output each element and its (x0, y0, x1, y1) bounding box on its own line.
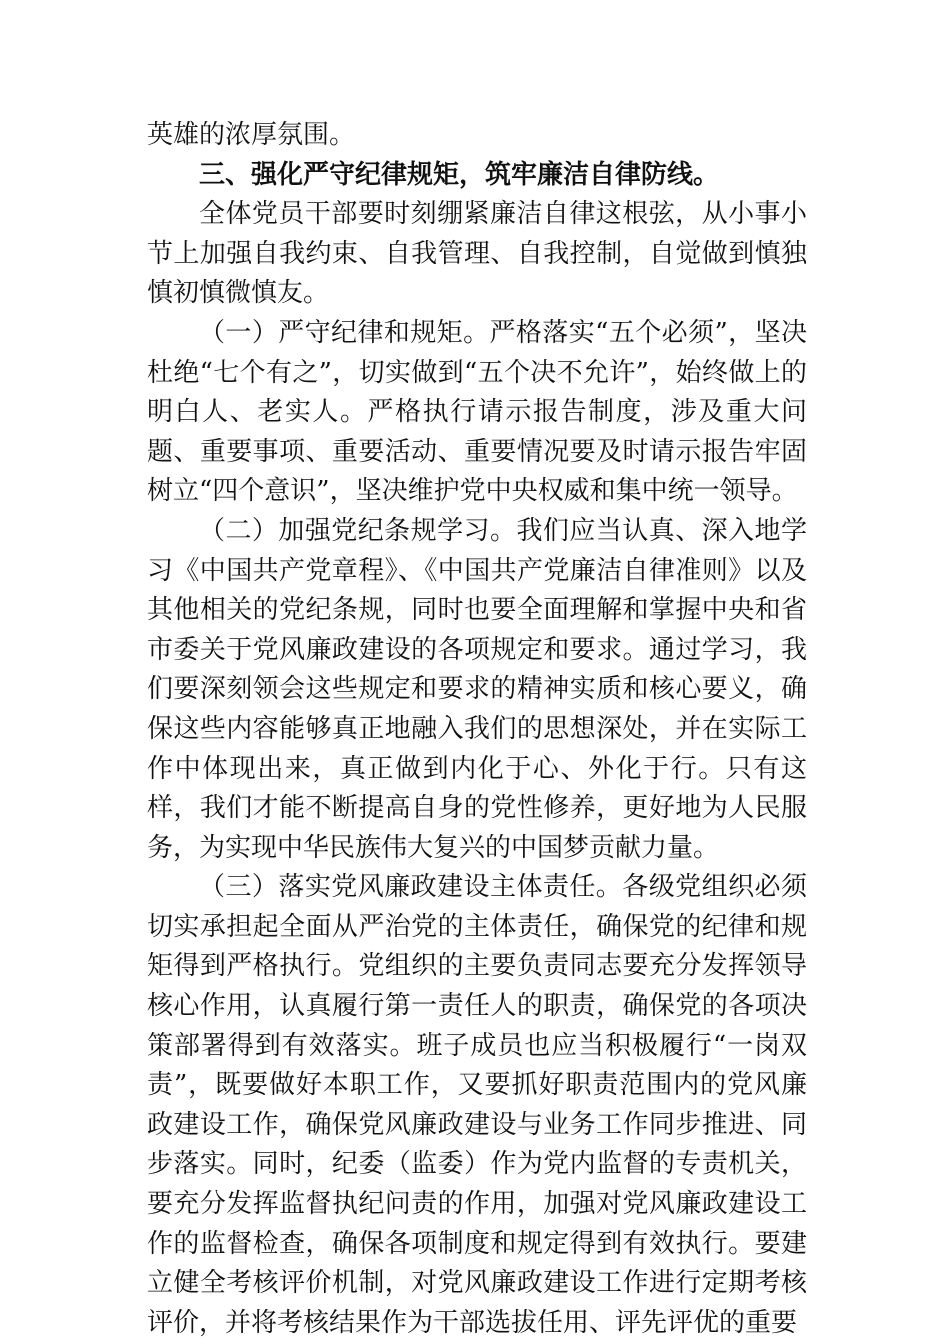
paragraph-intro-tail: 英雄的浓厚氛围。 (147, 120, 356, 150)
paragraph-item-one: （一）严守纪律和规矩。严格落实“五个必须”，坚决杜绝“七个有之”，切实做到“五个决不允许”，始终做上的明白人、老实人。严格执行请示报告制度，涉及重大问题、重要事项、重要活动、重要情况要及时请示报告牢固树立“四个意识”，坚决维护党中央权威和集中统一领导。 (147, 317, 807, 507)
document-body (147, 116, 807, 1343)
paragraph-item-three: （三）落实党风廉政建设主体责任。各级党组织必须切实承担起全面从严治党的主体责任，确保党的纪律和规矩得到严格执行。党组织的主要负责同志要充分发挥领导核心作用，认真履行第一责任人的职责，确保党的各项决策部署得到有效落实。班子成员也应当积极履行“一岗双责”，既要做好本职工作，又要抓好职责范围内的党风廉政建设工作，确保党风廉政建设与业务工作同步推进、同步落实。同时，纪委（监委）作为党内监督的专责机关，要充分发挥监督执纪问责的作用，加强对党风廉政建设工作的监督检查，确保各项制度和规定得到有效执行。要建立健全考核评价机制，对党风廉政建设工作进行定期考核评价，并将考核结果作为干部选拔任用、评先评优的重要 (147, 872, 807, 1338)
paragraph-section-intro: 全体党员干部要时刻绷紧廉洁自律这根弦，从小事小节上加强自我约束、自我管理、自我控制，自觉做到慎独慎初慎微慎友。 (147, 199, 807, 309)
section-heading: 三、强化严守纪律规矩，筑牢廉洁自律防线。 (199, 159, 720, 190)
paragraph-item-two: （二）加强党纪条规学习。我们应当认真、深入地学习《中国共产党章程》、《中国共产党廉洁自律准则》以及其他相关的党纪条规，同时也要全面理解和掌握中央和省市委关于党风廉政建设的各项规定和要求。通过学习，我们要深刻领会这些规定和要求的精神实质和核心要义，确保这些内容能够真正地融入我们的思想深处，并在实际工作中体现出来，真正做到内化于心、外化于行。只有这样，我们才能不断提高自身的党性修养，更好地为人民服务，为实现中华民族伟大复兴的中国梦贡献力量。 (147, 515, 807, 863)
